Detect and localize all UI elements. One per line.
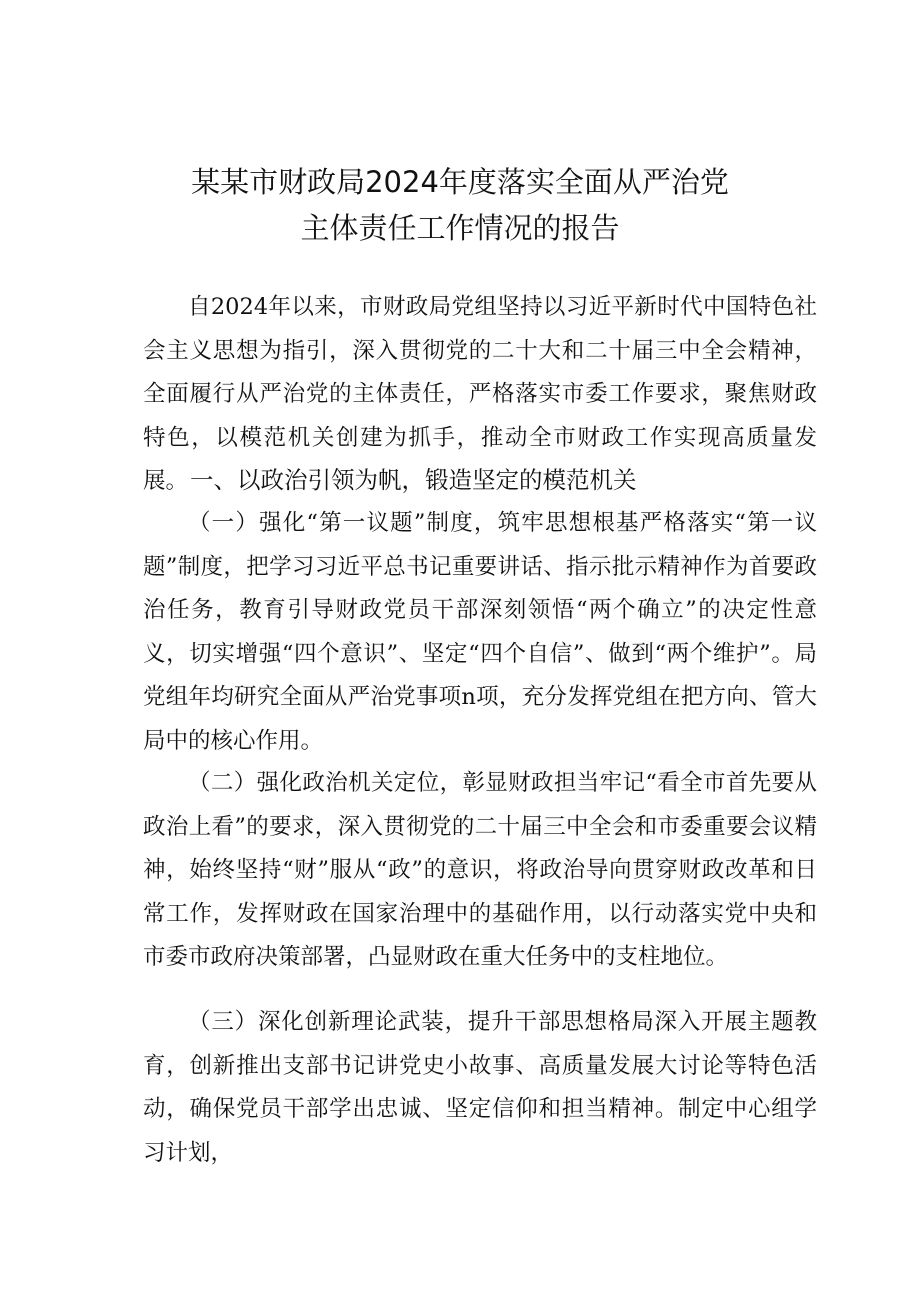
intro-paragraph: 自2024年以来，市财政局党组坚持以习近平新时代中国特色社会主义思想为指引，深入贯彻党的二十大和二十届三中全会精神，全面履行从严治党的主体责任，严格落实市委工作要求，聚焦财政特色，以模范机关创建为抓手，推动全市财政工作实现高质量发展。 [143, 294, 817, 494]
document-title-line-1: 某某市财政局2024年度落实全面从严治党 [191, 165, 729, 199]
document-title-line-2: 主体责任工作情况的报告 [300, 211, 620, 245]
body-paragraph-1: （一）强化“第一议题”制度，筑牢思想根基严格落实“第一议题”制度，把学习习近平总书记重要讲话、指示批示精神作为首要政治任务，教育引导财政党员干部深刻领悟“两个确立”的决定性意义，切实增强“四个意识”、坚定“四个自信”、做到“两个维护”。局党组年均研究全面从严治党事项n项，充分发挥党组在把方向、管大局中的核心作用。 [143, 510, 817, 754]
body-paragraph-3: （三）深化创新理论武装，提升干部思想格局深入开展主题教育，创新推出支部书记讲党史小故事、高质量发展大讨论等特色活动，确保党员干部学出忠诚、坚定信仰和担当精神。制定中心组学习计划， [143, 1009, 817, 1166]
section-heading-1: 一、以政治引领为帆，锻造坚定的模范机关 [190, 466, 637, 494]
body-paragraph-2: （二）强化政治机关定位，彰显财政担当牢记“看全市首先要从政治上看”的要求，深入贯彻党的二十届三中全会和市委重要会议精神，始终坚持“财”服从“政”的意识，将政治导向贯穿财政改革和日常工作，发挥财政在国家治理中的基础作用，以行动落实党中央和市委市政府决策部署，凸显财政在重大任务中的支柱地位。 [143, 770, 817, 970]
